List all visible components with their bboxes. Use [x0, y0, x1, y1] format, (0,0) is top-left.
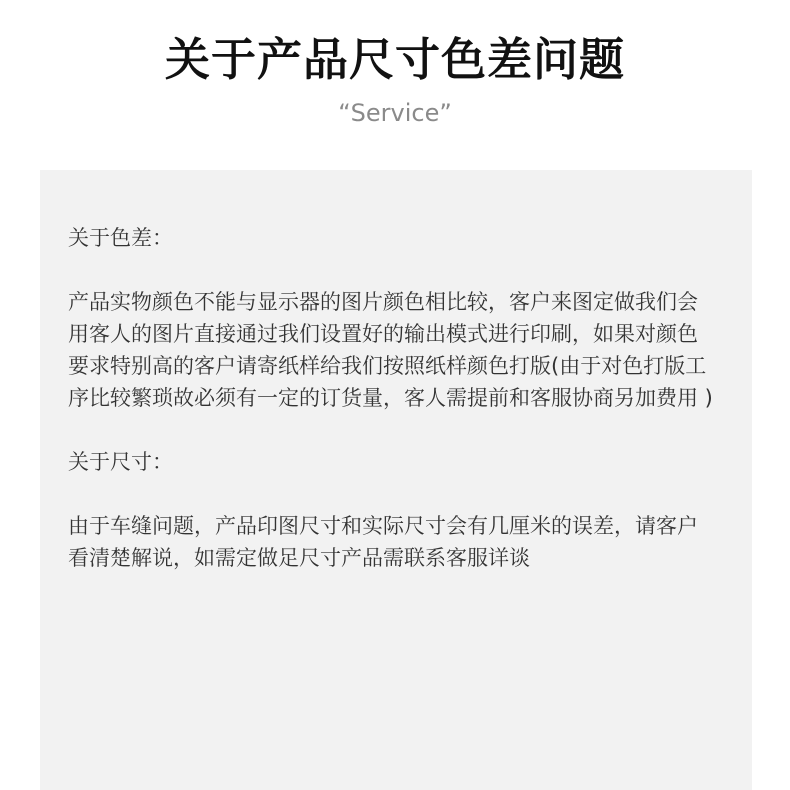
page-title: 关于产品尺寸色差问题	[164, 33, 625, 86]
notice-content	[68, 222, 718, 574]
spacer	[68, 478, 718, 510]
size-text: 由于车缝问题，产品印图尺寸和实际尺寸会有几厘米的误差，请客户看清楚解说，如需定做足尺寸产品需联系客服详谈	[68, 514, 698, 570]
size-heading: 关于尺寸：	[68, 450, 173, 474]
color-difference-heading: 关于色差：	[68, 226, 173, 250]
spacer	[68, 254, 718, 286]
page-subtitle: “Service”	[338, 99, 452, 127]
notice-panel	[40, 170, 752, 790]
spacer	[68, 414, 718, 446]
color-difference-text: 产品实物颜色不能与显示器的图片颜色相比较，客户来图定做我们会用客人的图片直接通过我们设置好的输出模式进行印刷，如果对颜色要求特别高的客户请寄纸样给我们按照纸样颜色打版(由于对色打版工序比较繁琐故必须有一定的订货量，客人需提前和客服协商另加费用 )	[68, 290, 713, 410]
